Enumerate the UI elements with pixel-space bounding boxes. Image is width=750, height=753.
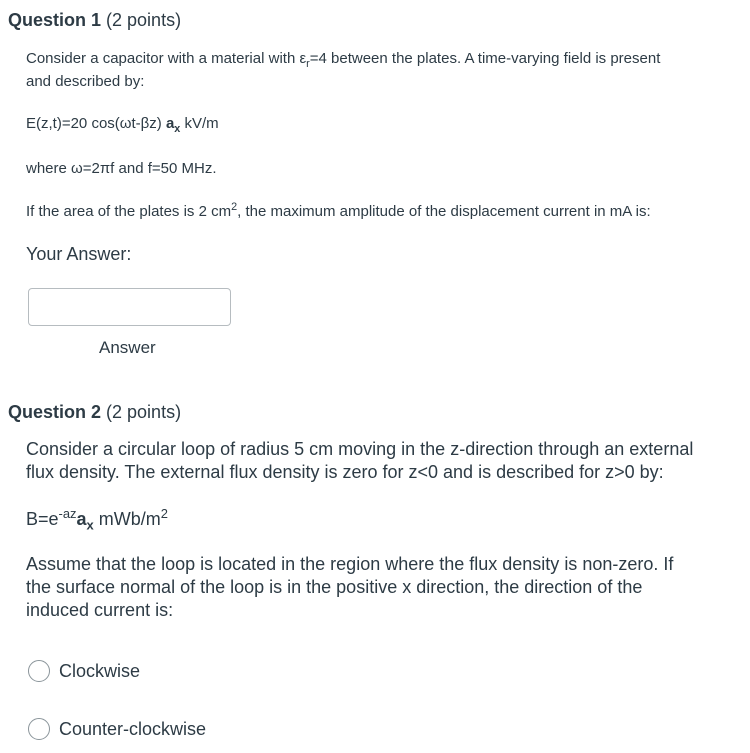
question-2-intro-line-2: flux density. The external flux density is zero for z<0 and is described for z>0 by: [26, 462, 664, 482]
question-2-para-line-3: induced current is: [26, 600, 174, 620]
question-2-para-line-1: Assume that the loop is located in the region where the flux density is non-zero. If [26, 554, 674, 574]
question-1-intro-line-1: Consider a capacitor with a material with $\varepsilon_r=4$ between the plates. A time-varying field is present [26, 50, 661, 70]
question-2-intro-line-1: Consider a circular loop of radius 5 cm moving in the z-direction through an external [26, 439, 694, 459]
question-1-header [8, 8, 181, 32]
question-1-title: Question 1 [8, 10, 102, 30]
option-counter-clockwise-label[interactable]: Counter-clockwise [59, 718, 207, 739]
radio-clockwise[interactable] [28, 660, 50, 682]
option-clockwise[interactable] [28, 658, 140, 684]
question-1-field-equation: E(z,t)=20 cos(ωt-βz) $a_x$ kV/m [26, 115, 219, 135]
question-2-flux-equation: $B=e^{-az}a_x$ mWb/$m^2$ [26, 506, 168, 533]
question-1-prompt: If the area of the plates is 2 $cm^2$, the maximum amplitude of the displacement current in mA is: [26, 201, 651, 220]
question-2-points: (2 points) [106, 402, 182, 422]
radio-counter-clockwise[interactable] [28, 718, 50, 740]
question-1-where-line: where ω=2πf and f=50 MHz. [26, 160, 217, 177]
answer-caption: Answer [99, 338, 156, 357]
question-1-intro-line-2: and described by: [26, 73, 145, 90]
question-2-para-line-2: the surface normal of the loop is in the positive x direction, the direction of the [26, 577, 643, 597]
question-2-title: Question 2 [8, 402, 102, 422]
option-clockwise-label[interactable]: Clockwise [59, 660, 141, 681]
question-1-points: (2 points) [106, 10, 182, 30]
question-2-header [8, 400, 181, 424]
answer-input[interactable] [28, 288, 231, 326]
option-counter-clockwise[interactable] [28, 716, 206, 742]
your-answer-label: Your Answer: [26, 244, 132, 264]
